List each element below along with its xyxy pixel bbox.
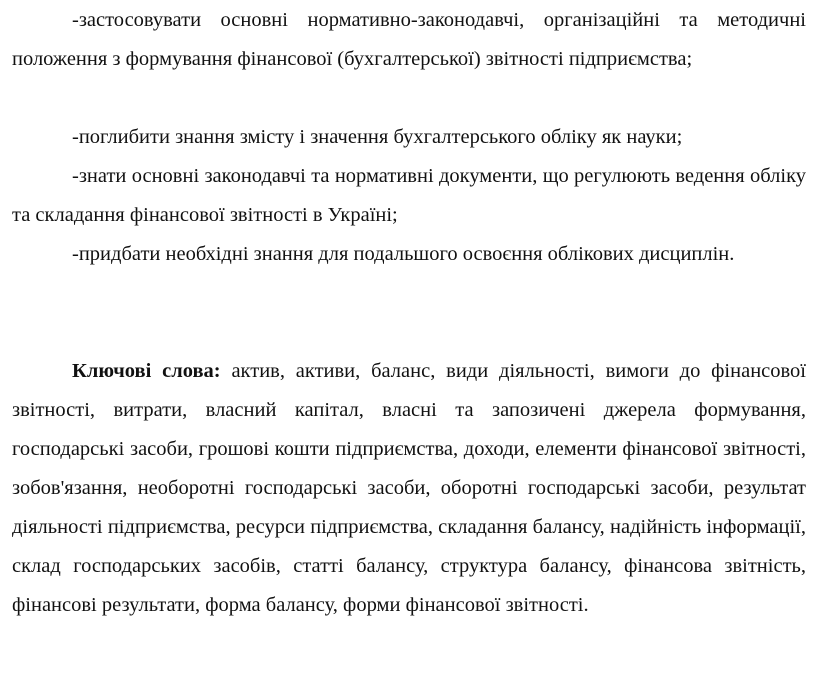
objective-paragraph: -придбати необхідні знання для подальшого освоєння облікових дисциплін. — [72, 243, 735, 265]
keywords-list: актив, активи, баланс, види діяльності, вимоги до фінансової звітності, витрати, власний капітал, власні та запозичені джерела формування, господарські засоби, грошові кошти підприємства, доходи, елементи фінансової звітності, зобов'язання, необоротні господарські засоби, оборотні господарські засоби, результат діяльності підприємства, ресурси підприємства, складання балансу, надійність інформації, склад господарських засобів, статті балансу, структура балансу, фінансова звітність, фінансові результати, форма балансу, форми фінансової звітності. — [12, 360, 806, 616]
keywords-paragraph — [12, 352, 806, 625]
objective-paragraph: -знати основні законодавчі та нормативні документи, що регулюють ведення обліку та складання фінансової звітності в Україні; — [12, 165, 806, 226]
objective-paragraph: -застосовувати основні нормативно-законодавчі, організаційні та методичні положення з формування фінансової (бухгалтерської) звітності підприємства; — [12, 9, 806, 70]
objective-paragraph: -поглибити знання змісту і значення бухгалтерського обліку як науки; — [72, 126, 683, 148]
keywords-label: Ключові слова: — [72, 360, 221, 382]
